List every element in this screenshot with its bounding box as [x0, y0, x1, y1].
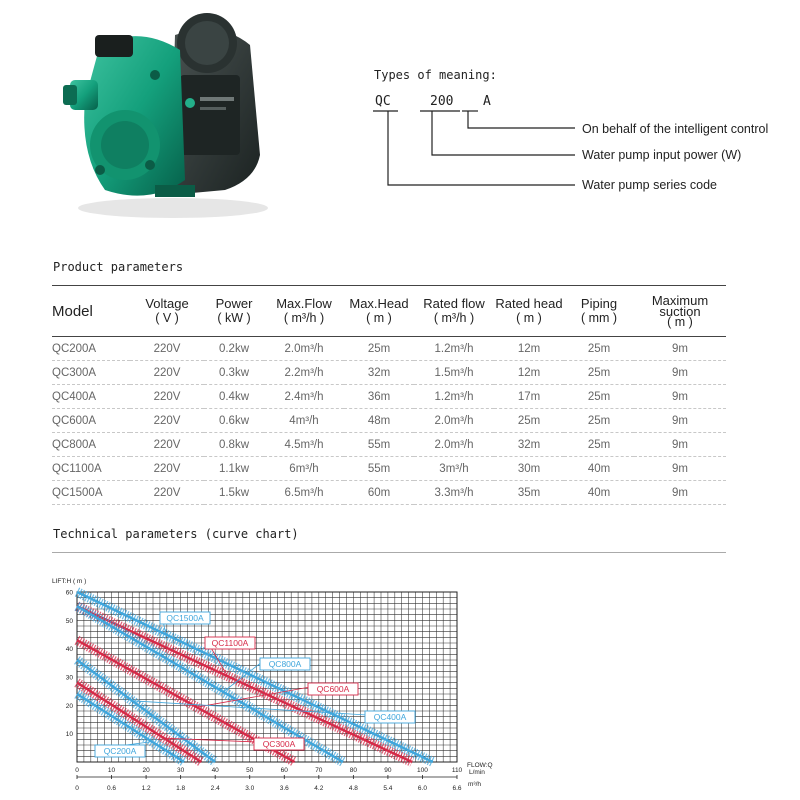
table-cell: QC200A — [52, 337, 130, 361]
label-QC400A: QC400A — [373, 712, 407, 722]
table-cell: 1.5kw — [204, 481, 264, 505]
table-cell: 0.3kw — [204, 361, 264, 385]
product-parameters-title: Product parameters — [53, 260, 184, 274]
table-cell: QC1100A — [52, 457, 130, 481]
y-tick-label: 60 — [65, 589, 73, 597]
table-cell: 25m — [564, 433, 634, 457]
table-cell: 60m — [344, 481, 414, 505]
table-cell: 3m³/h — [414, 457, 494, 481]
table-cell: 6.5m³/h — [264, 481, 344, 505]
table-cell: 32m — [344, 361, 414, 385]
table-cell: 0.8kw — [204, 433, 264, 457]
table-cell: 0.4kw — [204, 385, 264, 409]
x-tick-label: 70 — [315, 767, 323, 774]
table-cell: 4.5m³/h — [264, 433, 344, 457]
series-line-QC1100A — [77, 606, 412, 762]
table-cell: 1.2m³/h — [414, 337, 494, 361]
table-cell: 30m — [494, 457, 564, 481]
x2-axis-label: m³/h — [468, 781, 481, 788]
table-row — [52, 337, 726, 361]
y-tick-label: 50 — [65, 617, 73, 625]
table-cell: 36m — [344, 385, 414, 409]
table-cell: 25m — [564, 337, 634, 361]
x2-tick-label: 3.0 — [245, 785, 255, 792]
table-cell: 25m — [494, 409, 564, 433]
pump-curve-chart — [40, 570, 500, 795]
product-parameters-table — [52, 286, 726, 505]
table-cell: 25m — [564, 409, 634, 433]
label-QC200A: QC200A — [103, 746, 137, 756]
label-QC1100A: QC1100A — [211, 638, 249, 648]
legend-input-power: Water pump input power (W) — [582, 148, 742, 162]
table-cell: QC1500A — [52, 481, 130, 505]
header-voltage: Voltage ( V ) — [130, 286, 204, 337]
table-cell: 2.0m³/h — [264, 337, 344, 361]
y-tick-label: 40 — [65, 646, 73, 654]
code-power: 200 — [430, 94, 454, 109]
table-cell: 9m — [634, 409, 726, 433]
x-tick-label: 110 — [451, 767, 463, 774]
table-cell: 25m — [564, 385, 634, 409]
table-cell: 220V — [130, 481, 204, 505]
table-cell: 4m³/h — [264, 409, 344, 433]
table-cell: 1.5m³/h — [414, 361, 494, 385]
table-row — [52, 433, 726, 457]
x2-tick-label: 2.4 — [210, 785, 220, 792]
x-tick-label: 60 — [280, 767, 288, 774]
table-cell: 2.4m³/h — [264, 385, 344, 409]
table-cell: 9m — [634, 433, 726, 457]
table-cell: 0.6kw — [204, 409, 264, 433]
x2-tick-label: 3.6 — [279, 785, 289, 792]
x-tick-label: 100 — [417, 767, 428, 774]
table-cell: 25m — [344, 337, 414, 361]
label-QC600A: QC600A — [316, 684, 350, 694]
table-cell: 6m³/h — [264, 457, 344, 481]
header-rated-head: Rated head ( m ) — [494, 286, 564, 337]
header-max-flow: Max.Flow ( m³/h ) — [264, 286, 344, 337]
legend-series-code: Water pump series code — [582, 178, 718, 192]
y-axis-label: LIFT:H ( m ) — [52, 578, 87, 585]
x-tick-label: 30 — [177, 767, 185, 774]
technical-parameters-title: Technical parameters (curve chart) — [53, 527, 299, 541]
x-tick-label: 80 — [349, 767, 357, 774]
table-cell: 220V — [130, 361, 204, 385]
table-cell: 220V — [130, 457, 204, 481]
table-cell: 220V — [130, 409, 204, 433]
x2-tick-label: 4.2 — [314, 785, 324, 792]
x2-tick-label: 0.6 — [107, 785, 117, 792]
x-tick-label: 0 — [75, 767, 79, 774]
table-cell: 9m — [634, 361, 726, 385]
header-rated-flow: Rated flow ( m³/h ) — [414, 286, 494, 337]
x-tick-label: 50 — [246, 767, 254, 774]
header-max-head: Max.Head ( m ) — [344, 286, 414, 337]
table-cell: 35m — [494, 481, 564, 505]
label-leader-QC300A — [164, 738, 256, 742]
table-row — [52, 457, 726, 481]
table-cell: 0.2kw — [204, 337, 264, 361]
table-cell: 220V — [130, 385, 204, 409]
table-cell: 3.3m³/h — [414, 481, 494, 505]
label-QC1500A: QC1500A — [166, 613, 204, 623]
table-cell: 40m — [564, 481, 634, 505]
table-row — [52, 409, 726, 433]
table-cell: 9m — [634, 457, 726, 481]
header-max-suction: Maximum suction ( m ) — [634, 286, 726, 337]
x2-tick-label: 1.2 — [141, 785, 151, 792]
table-cell: 9m — [634, 481, 726, 505]
table-cell: 1.1kw — [204, 457, 264, 481]
table-cell: 220V — [130, 433, 204, 457]
x-tick-label: 20 — [142, 767, 150, 774]
table-cell: QC800A — [52, 433, 130, 457]
types-of-meaning-title: Types of meaning: — [374, 68, 497, 82]
code-control: A — [483, 94, 491, 109]
label-QC300A: QC300A — [262, 739, 296, 749]
table-cell: 1.2m³/h — [414, 385, 494, 409]
table-cell: 12m — [494, 337, 564, 361]
x-tick-label: 40 — [211, 767, 219, 774]
table-cell: 55m — [344, 457, 414, 481]
y-tick-label: 10 — [65, 731, 73, 739]
table-row — [52, 481, 726, 505]
table-cell: 55m — [344, 433, 414, 457]
table-cell: QC300A — [52, 361, 130, 385]
table-cell: 32m — [494, 433, 564, 457]
table-header-row — [52, 286, 726, 337]
header-power: Power ( kW ) — [204, 286, 264, 337]
table-cell: 40m — [564, 457, 634, 481]
table-row — [52, 361, 726, 385]
legend-intelligent-control: On behalf of the intelligent control — [582, 122, 769, 136]
x2-tick-label: 0 — [75, 785, 79, 792]
x2-tick-label: 6.0 — [417, 785, 427, 792]
table-cell: QC400A — [52, 385, 130, 409]
x-tick-label: 10 — [107, 767, 116, 774]
x-axis-label-unit: L/min — [469, 769, 485, 776]
y-tick-label: 30 — [65, 674, 73, 682]
table-cell: 17m — [494, 385, 564, 409]
x-tick-label: 90 — [384, 767, 392, 774]
technical-parameters-rule — [52, 552, 726, 553]
table-cell: 48m — [344, 409, 414, 433]
label-QC800A: QC800A — [268, 659, 302, 669]
header-model: Model — [52, 286, 130, 337]
table-cell: 2.2m³/h — [264, 361, 344, 385]
table-cell: 9m — [634, 337, 726, 361]
x2-tick-label: 4.8 — [348, 785, 358, 792]
x2-tick-label: 5.4 — [383, 785, 393, 792]
code-series: QC — [375, 94, 391, 109]
table-cell: 2.0m³/h — [414, 409, 494, 433]
table-cell: 2.0m³/h — [414, 433, 494, 457]
table-cell: QC600A — [52, 409, 130, 433]
table-cell: 12m — [494, 361, 564, 385]
header-piping: Piping ( mm ) — [564, 286, 634, 337]
table-cell: 220V — [130, 337, 204, 361]
x2-tick-label: 6.6 — [452, 785, 462, 792]
y-tick-label: 20 — [65, 702, 73, 710]
table-cell: 9m — [634, 385, 726, 409]
x-axis-label: FLOW:Q — [467, 762, 493, 769]
x2-tick-label: 1.8 — [176, 785, 186, 792]
table-cell: 25m — [564, 361, 634, 385]
table-row — [52, 385, 726, 409]
